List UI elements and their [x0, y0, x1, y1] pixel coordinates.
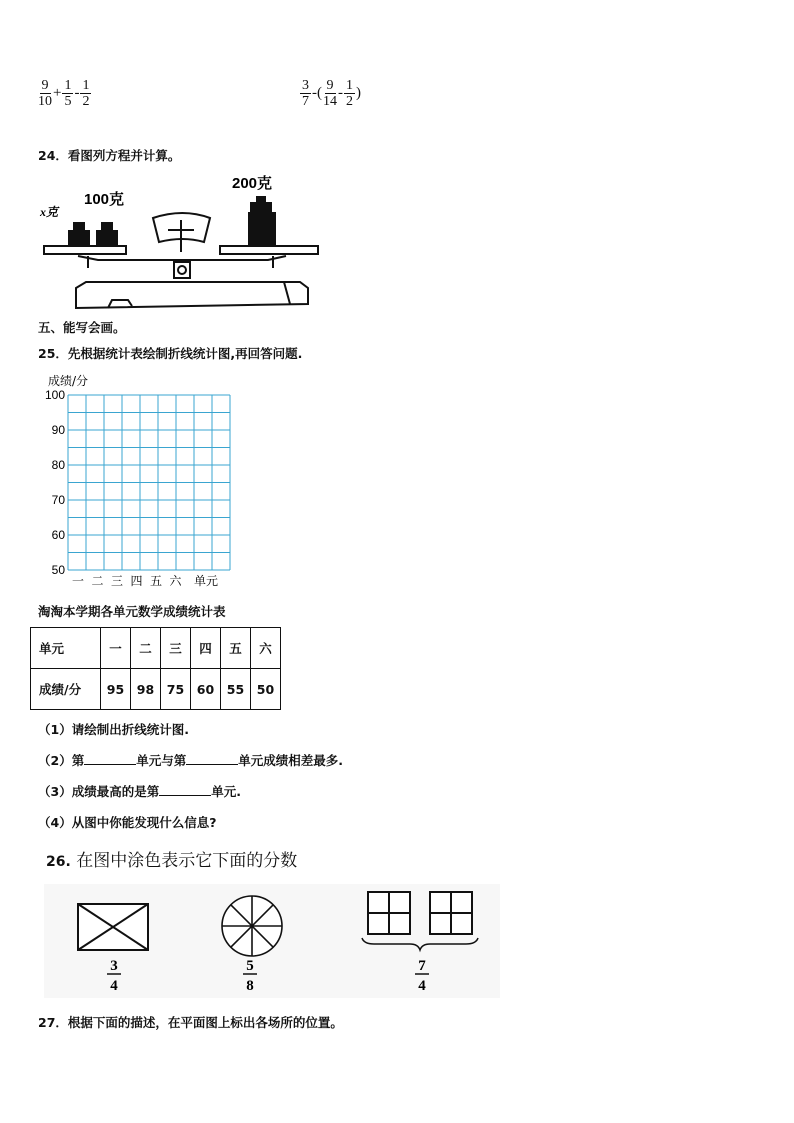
- expression-right: $\frac{3}{7}$ -( $\frac{9}{14}$ - $\frac{1}{2}$ ): [302, 78, 361, 109]
- table-cell: 60: [191, 669, 221, 710]
- x-tick-label: 五: [149, 574, 163, 588]
- y-tick-labels: [45, 388, 65, 577]
- grid-chart-svg: [38, 370, 238, 595]
- x-gram-label: x克: [40, 205, 59, 219]
- x-tick-label: 六: [169, 574, 182, 588]
- question-25: 25．先根据统计表绘制折线统计图,再回答问题.: [38, 346, 303, 361]
- fraction-numerator: 3: [110, 958, 118, 974]
- circle-shape: [222, 896, 282, 956]
- score-table-wrapper: [30, 627, 281, 710]
- sub-question-1: （1）请绘制出折线统计图.: [38, 722, 189, 737]
- fraction: $\frac{9}{14}$: [323, 78, 337, 109]
- y-tick-label: 80: [51, 458, 65, 472]
- table-cell: 50: [251, 669, 281, 710]
- x-tick-labels: [72, 574, 183, 588]
- fraction: $\frac{9}{10}$: [38, 78, 52, 109]
- rectangle-shape: [78, 904, 148, 950]
- table-cell: 95: [101, 669, 131, 710]
- section-5-heading: 五、能写会画。: [38, 320, 126, 335]
- answer-blank[interactable]: [186, 752, 238, 765]
- expression-left: $\frac{9}{10}$ + $\frac{1}{5}$ - $\frac{1}{2}$: [38, 78, 90, 109]
- answer-blank[interactable]: [159, 783, 211, 796]
- table-cell: 六: [251, 628, 281, 669]
- table-cell: 三: [161, 628, 191, 669]
- table-title: 淘淘本学期各单元数学成绩统计表: [38, 604, 226, 619]
- table-cell: 98: [131, 669, 161, 710]
- fraction: $\frac{3}{7}$: [302, 78, 309, 109]
- score-table: [30, 627, 281, 710]
- y-tick-label: 50: [51, 563, 65, 577]
- table-cell: 55: [221, 669, 251, 710]
- sub-question-4: （4）从图中你能发现什么信息?: [38, 815, 217, 830]
- sub-question-2: （2）第 单元与第 单元成绩相差最多.: [38, 753, 343, 768]
- x-tick-label: 四: [130, 574, 143, 588]
- left-weights: [68, 222, 118, 246]
- y-tick-label: 90: [51, 423, 65, 437]
- grid-lines: [68, 395, 230, 570]
- table-header-cell: 成绩/分: [31, 669, 101, 710]
- y-tick-label: 60: [51, 528, 65, 542]
- fraction: $\frac{1}{2}$: [346, 78, 353, 109]
- fraction-numerator: 5: [246, 958, 254, 974]
- question-26: 26. 在图中涂色表示它下面的分数: [46, 851, 298, 871]
- fraction: $\frac{1}{2}$: [82, 78, 90, 109]
- fraction-denominator: 4: [110, 978, 118, 994]
- table-header-cell: 单元: [31, 628, 101, 669]
- line-chart-grid: [38, 370, 238, 595]
- y-axis-title: 成绩/分: [48, 374, 89, 388]
- question-27: 27．根据下面的描述，在平面图上标出各场所的位置。: [38, 1015, 343, 1030]
- right-weight-label: 200克: [232, 175, 273, 192]
- question-24: 24．看图列方程并计算。: [38, 148, 181, 163]
- sub-question-3: （3）成绩最高的是第 单元.: [38, 784, 241, 799]
- table-row: [31, 628, 281, 669]
- fraction-numerator: 7: [418, 958, 426, 974]
- fraction-shapes-svg: [44, 884, 500, 998]
- x-tick-label: 三: [110, 574, 124, 588]
- y-tick-label: 100: [44, 388, 65, 402]
- left-weight-label: 100克: [84, 191, 125, 208]
- fraction-denominator: 8: [246, 978, 254, 994]
- fraction: $\frac{1}{5}$: [64, 78, 72, 109]
- table-cell: 75: [161, 669, 191, 710]
- fraction-denominator: 4: [418, 978, 426, 994]
- table-cell: 四: [191, 628, 221, 669]
- balance-scale-figure: [38, 170, 328, 315]
- balance-scale-illustration: [38, 170, 328, 315]
- table-cell: 一: [101, 628, 131, 669]
- table-cell: 二: [131, 628, 161, 669]
- x-tick-label: 一: [71, 574, 85, 588]
- x-tick-label: 二: [91, 574, 104, 588]
- fraction-shapes-figure: [44, 884, 500, 998]
- y-tick-label: 70: [51, 493, 65, 507]
- x-axis-title: 单元: [194, 574, 219, 588]
- answer-blank[interactable]: [84, 752, 136, 765]
- table-cell: 五: [221, 628, 251, 669]
- table-row: [31, 669, 281, 710]
- right-weight: [248, 196, 276, 246]
